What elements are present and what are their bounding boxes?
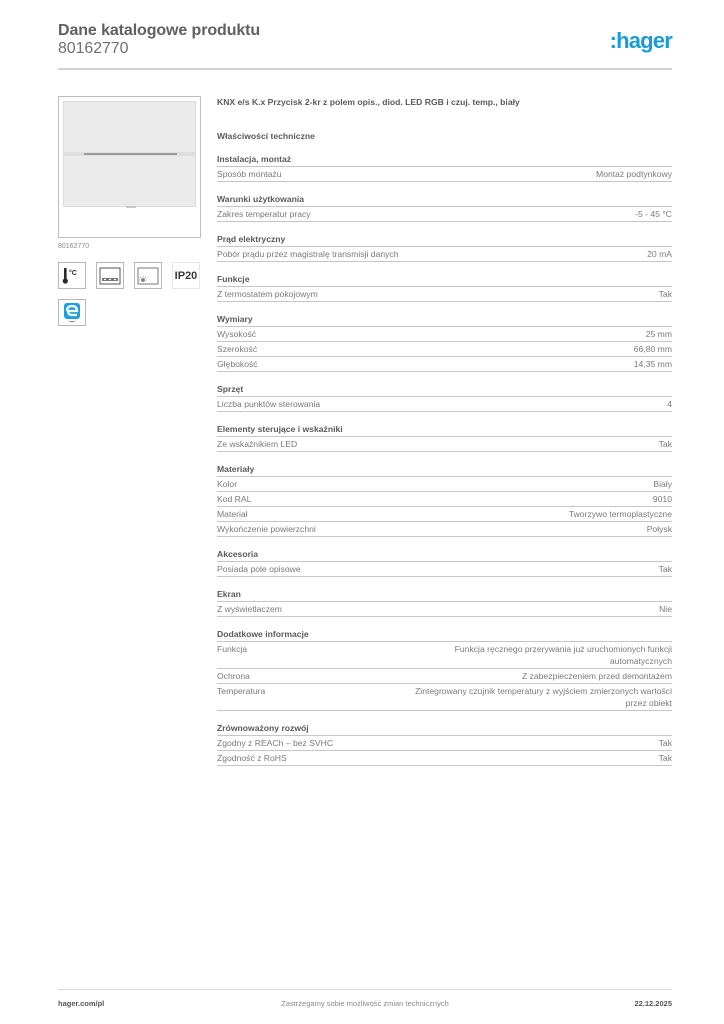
section-title: Elementy sterujące i wskaźniki bbox=[217, 423, 672, 437]
spec-value: Tak bbox=[658, 753, 672, 763]
image-caption: 80162770 bbox=[58, 243, 90, 250]
spec-row bbox=[217, 167, 672, 182]
section-title: Funkcje bbox=[217, 273, 672, 287]
app-badge-row bbox=[58, 299, 202, 326]
svg-text:°C: °C bbox=[69, 269, 77, 277]
product-image bbox=[58, 96, 201, 238]
section-title: Instalacja, montaż bbox=[217, 153, 672, 167]
footer-divider bbox=[58, 989, 672, 990]
spec-row bbox=[217, 342, 672, 357]
ip-rating-icon bbox=[172, 262, 200, 289]
spec-section bbox=[217, 588, 672, 617]
spec-section bbox=[217, 313, 672, 372]
spec-row bbox=[217, 669, 672, 684]
spec-key: Kod RAL bbox=[217, 494, 252, 504]
section-title: Zrównoważony rozwój bbox=[217, 722, 672, 736]
hager-logo: :hager bbox=[609, 28, 672, 53]
section-title: Wymiary bbox=[217, 313, 672, 327]
spec-section bbox=[217, 153, 672, 182]
spec-key: Wysokość bbox=[217, 329, 257, 339]
spec-key: Szerokość bbox=[217, 344, 258, 354]
push-button-plate bbox=[63, 101, 196, 207]
spec-row bbox=[217, 287, 672, 302]
spec-key: Głębokość bbox=[217, 359, 258, 369]
section-title: Sprzęt bbox=[217, 383, 672, 397]
product-number: 80162770 bbox=[58, 40, 129, 57]
spec-row bbox=[217, 751, 672, 766]
spec-value: Tworzywo termoplastyczne bbox=[568, 509, 672, 519]
spec-key: Zgodny z REACh – bez SVHC bbox=[217, 738, 334, 748]
spec-row bbox=[217, 736, 672, 751]
spec-value: Tak bbox=[658, 289, 672, 299]
spec-row bbox=[217, 522, 672, 537]
website-link[interactable]: hager.com/pl bbox=[58, 999, 105, 1008]
plate-nub bbox=[126, 206, 136, 208]
spec-section bbox=[217, 463, 672, 537]
spec-key: Liczba punktów sterowania bbox=[217, 399, 321, 409]
spec-key: Ochrona bbox=[217, 671, 250, 681]
sensor-light-icon bbox=[134, 262, 162, 289]
spec-section bbox=[217, 383, 672, 412]
product-visuals-panel bbox=[58, 96, 202, 326]
section-title: Ekran bbox=[217, 588, 672, 602]
ip-rating-label: IP20 bbox=[174, 269, 198, 282]
document-date: 22.12.2025 bbox=[634, 999, 672, 1008]
spec-section bbox=[217, 628, 672, 711]
section-title: Materiały bbox=[217, 463, 672, 477]
spec-key: Z wyświetlaczem bbox=[217, 604, 282, 614]
spec-row bbox=[217, 492, 672, 507]
spec-row bbox=[217, 602, 672, 617]
spec-value: Montaż podtynkowy bbox=[596, 169, 672, 179]
spec-key: Funkcja bbox=[217, 644, 248, 654]
spec-sections bbox=[217, 153, 672, 766]
spec-value: Biały bbox=[653, 479, 672, 489]
document-title: Dane katalogowe produktu bbox=[58, 22, 261, 39]
spec-value: Z zabezpieczeniem przed demontażem bbox=[522, 671, 672, 681]
spec-value: 66,80 mm bbox=[633, 344, 672, 354]
spec-value: 4 bbox=[667, 399, 672, 409]
spec-key: Zakres temperatur pracy bbox=[217, 209, 311, 219]
spec-key: Wykończenie powierzchni bbox=[217, 524, 316, 534]
spec-value: 9010 bbox=[652, 494, 672, 504]
spec-key: Pobór prądu przez magistralę transmisji danych bbox=[217, 249, 399, 259]
spec-row bbox=[217, 507, 672, 522]
spec-section bbox=[217, 233, 672, 262]
section-title: Prąd elektryczny bbox=[217, 233, 672, 247]
section-title: Warunki użytkowania bbox=[217, 193, 672, 207]
spec-value: Tak bbox=[658, 439, 672, 449]
spec-value: -5 - 45 °C bbox=[635, 209, 672, 219]
spec-row bbox=[217, 562, 672, 577]
spec-row bbox=[217, 397, 672, 412]
spec-value: Zintegrowany czujnik temperatury z wyjściem zmierzonych wartości przez obiekt bbox=[415, 686, 672, 708]
product-name: KNX e/s K.x Przycisk 2-kr z polem opis., diod. LED RGB i czuj. temp., biały bbox=[217, 97, 520, 107]
spec-key: Temperatura bbox=[217, 686, 266, 696]
spec-section bbox=[217, 722, 672, 766]
feature-icons-row bbox=[58, 262, 202, 289]
spec-row bbox=[217, 437, 672, 452]
e-configure-app-icon bbox=[58, 299, 86, 326]
spec-key: Kolor bbox=[217, 479, 238, 489]
spec-row bbox=[217, 247, 672, 262]
disclaimer-text: Zastrzegamy sobie możliwość zmian technicznych bbox=[281, 999, 449, 1008]
technical-properties-heading: Właściwości techniczne bbox=[217, 131, 315, 141]
thermometer-celsius-icon bbox=[58, 262, 86, 289]
spec-key: Z termostatem pokojowym bbox=[217, 289, 318, 299]
device-display-icon bbox=[96, 262, 124, 289]
spec-value: Tak bbox=[658, 564, 672, 574]
spec-row bbox=[217, 327, 672, 342]
spec-value: 14,35 mm bbox=[633, 359, 672, 369]
spec-row bbox=[217, 207, 672, 222]
spec-key: Posiada pole opisowe bbox=[217, 564, 301, 574]
spec-value: Nie bbox=[659, 604, 672, 614]
spec-row bbox=[217, 477, 672, 492]
spec-value: 25 mm bbox=[645, 329, 672, 339]
spec-row bbox=[217, 357, 672, 372]
spec-section bbox=[217, 193, 672, 222]
spec-row bbox=[217, 642, 672, 669]
spec-section bbox=[217, 548, 672, 577]
spec-value: Połysk bbox=[646, 524, 672, 534]
spec-key: Ze wskaźnikiem LED bbox=[217, 439, 298, 449]
spec-section bbox=[217, 423, 672, 452]
section-title: Dodatkowe informacje bbox=[217, 628, 672, 642]
spec-value: 20 mA bbox=[647, 249, 672, 259]
spec-value: Tak bbox=[658, 738, 672, 748]
section-title: Akcesoria bbox=[217, 548, 672, 562]
spec-key: Materiał bbox=[217, 509, 248, 519]
spec-row bbox=[217, 684, 672, 711]
spec-key: Sposób montażu bbox=[217, 169, 282, 179]
led-strip bbox=[84, 153, 177, 155]
header-divider bbox=[58, 68, 672, 70]
document-header bbox=[58, 22, 672, 70]
spec-value: Funkcja ręcznego przerywania już uruchomionych funkcji automatycznych bbox=[454, 644, 672, 666]
specifications-panel bbox=[217, 96, 672, 766]
spec-section bbox=[217, 273, 672, 302]
spec-key: Zgodność z RoHS bbox=[217, 753, 287, 763]
